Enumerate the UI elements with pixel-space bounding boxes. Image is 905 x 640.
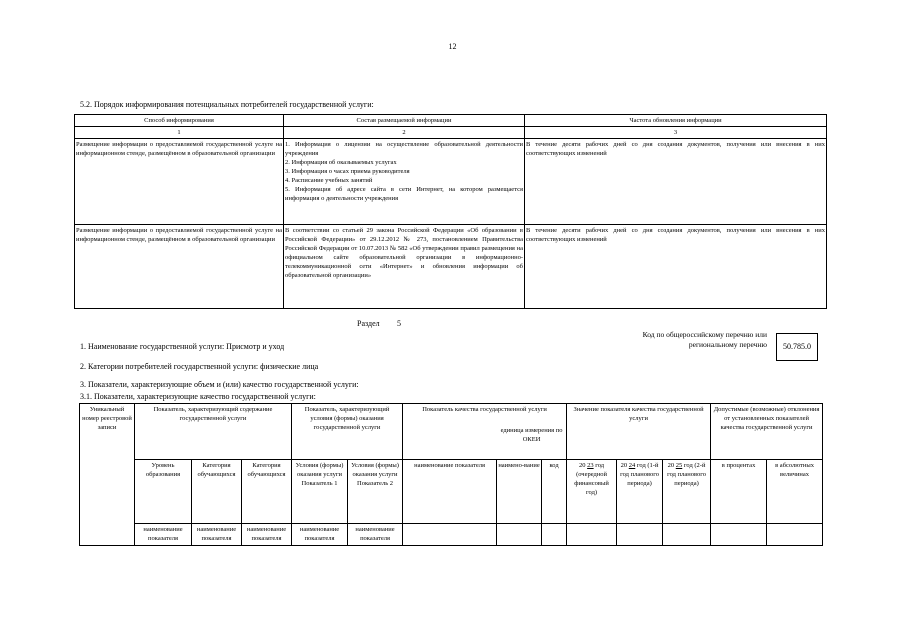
col-quality-indicator: Показатель качества государственной услуги: [403, 404, 567, 460]
item-3-1-quality: 3.1. Показатели, характеризующие качество государственной услуги:: [80, 392, 316, 401]
sub-student-category-2: Категория обучающихся: [242, 460, 292, 524]
year-1: 20 23 год (очередной финансовый год): [567, 460, 617, 524]
row1-content-item: 3. Информация о часах приема руководителя: [285, 168, 410, 175]
header-frequency: Частота обновления информации: [525, 115, 827, 127]
name-indicator-3: наименование показателя: [242, 524, 292, 546]
row1-content-item: 2. Информация об оказываемых услугах: [285, 159, 397, 166]
service-name: 1. Наименование государственной услуги: Присмотр и уход: [80, 342, 285, 351]
sub-condition-1: Условия (формы) оказания услуги Показатель 1: [292, 460, 348, 524]
table-row: [75, 139, 827, 225]
col-content-indicator: Показатель, характеризующий содержание государственной услуги: [135, 404, 292, 460]
section-5-2-title: 5.2. Порядок информирования потенциальных потребителей государственной услуги:: [80, 100, 374, 109]
razdel-label: Раздел: [357, 319, 380, 328]
page-number: 12: [448, 42, 457, 51]
consumer-category: 2. Категории потребителей государственной услуги: физические лица: [80, 362, 319, 371]
header-method: Способ информирования: [75, 115, 284, 127]
col-number-2: 2: [284, 127, 525, 139]
row1-content-item: 5. Информация об адресе сайта в сети Интернет, на котором размещается информация о деятельности учреждения: [285, 186, 523, 202]
deviation-absolute: в абсолютных величинах: [767, 460, 823, 524]
code-value: 50.785.0: [776, 333, 818, 361]
row1-content-item: 4. Расписание учебных занятий: [285, 177, 373, 184]
row2-frequency: В течение десяти рабочих дней со дня создания документов, получения или внесения в них соответствующих изменений: [525, 225, 827, 309]
col-number-3: 3: [525, 127, 827, 139]
unit-header: единица измерения по ОКЕИ: [500, 426, 563, 443]
row2-method: Размещение информации о предоставляемой государственной услуге на информационном стенде, размещённом в образовательной организации: [75, 225, 284, 309]
row1-content: [284, 139, 525, 225]
unit-name: наимено-вание: [497, 460, 542, 524]
name-indicator-4: наименование показателя: [292, 524, 348, 546]
row1-content-item: 1. Информация о лицензии на осуществление образовательной деятельности учреждения: [285, 141, 523, 157]
sub-education-level: Уровень образования: [135, 460, 192, 524]
row1-method: Размещение информации о предоставляемой государственной услуге на информационном стенде, размещённом в образовательной организации: [75, 139, 284, 225]
row1-frequency: В течение десяти рабочих дней со дня создания документов, получения или внесения в них соответствующих изменений: [525, 139, 827, 225]
razdel-number: 5: [397, 319, 401, 328]
col-deviation: Допустимые (возможные) отклонения от установленных показателей качества государственной услуги: [711, 404, 823, 460]
name-indicator-5: наименование показателя: [348, 524, 403, 546]
informing-table: [74, 114, 827, 309]
year-2: 20 24 год (1-й год планового периода): [617, 460, 663, 524]
sub-condition-2: Условия (формы) оказания услуги Показатель 2: [348, 460, 403, 524]
col-registry: Уникальный номер реестровой записи: [80, 404, 135, 546]
code-label: Код по общероссийскому перечню или региональному перечню: [642, 330, 767, 349]
col-number-1: 1: [75, 127, 284, 139]
table-row: [75, 225, 827, 309]
deviation-percent: в процентах: [711, 460, 767, 524]
quality-indicator-name: наименование показателя: [403, 460, 497, 524]
unit-code: код: [542, 460, 567, 524]
quality-table: [79, 403, 823, 546]
year-3: 20 25 год (2-й год планового периода): [663, 460, 711, 524]
name-indicator-2: наименование показателя: [192, 524, 242, 546]
name-indicator-1: наименование показателя: [135, 524, 192, 546]
item-3-indicators: 3. Показатели, характеризующие объем и (или) качество государственной услуги:: [80, 380, 359, 389]
row2-content: В соответствии со статьей 29 закона Российской Федерации «Об образовании в Российской Федерации» от 29.12.2012 № 273, постановлением Правительства Российской Федерации от 10.07.2013 № 582 «Об утверждении правил размещения на официальном сайте образовательной организации в информационно-телекоммуникационной сети «Интернет» и обновления информации об образовательной организации»: [284, 225, 525, 309]
col-quality-values: Значение показателя качества государственной услуги: [567, 404, 711, 460]
col-conditions-indicator: Показатель, характеризующий условия (формы) оказания государственной услуги: [292, 404, 403, 460]
header-content: Состав размещаемой информации: [284, 115, 525, 127]
sub-student-category: Категория обучающихся: [192, 460, 242, 524]
